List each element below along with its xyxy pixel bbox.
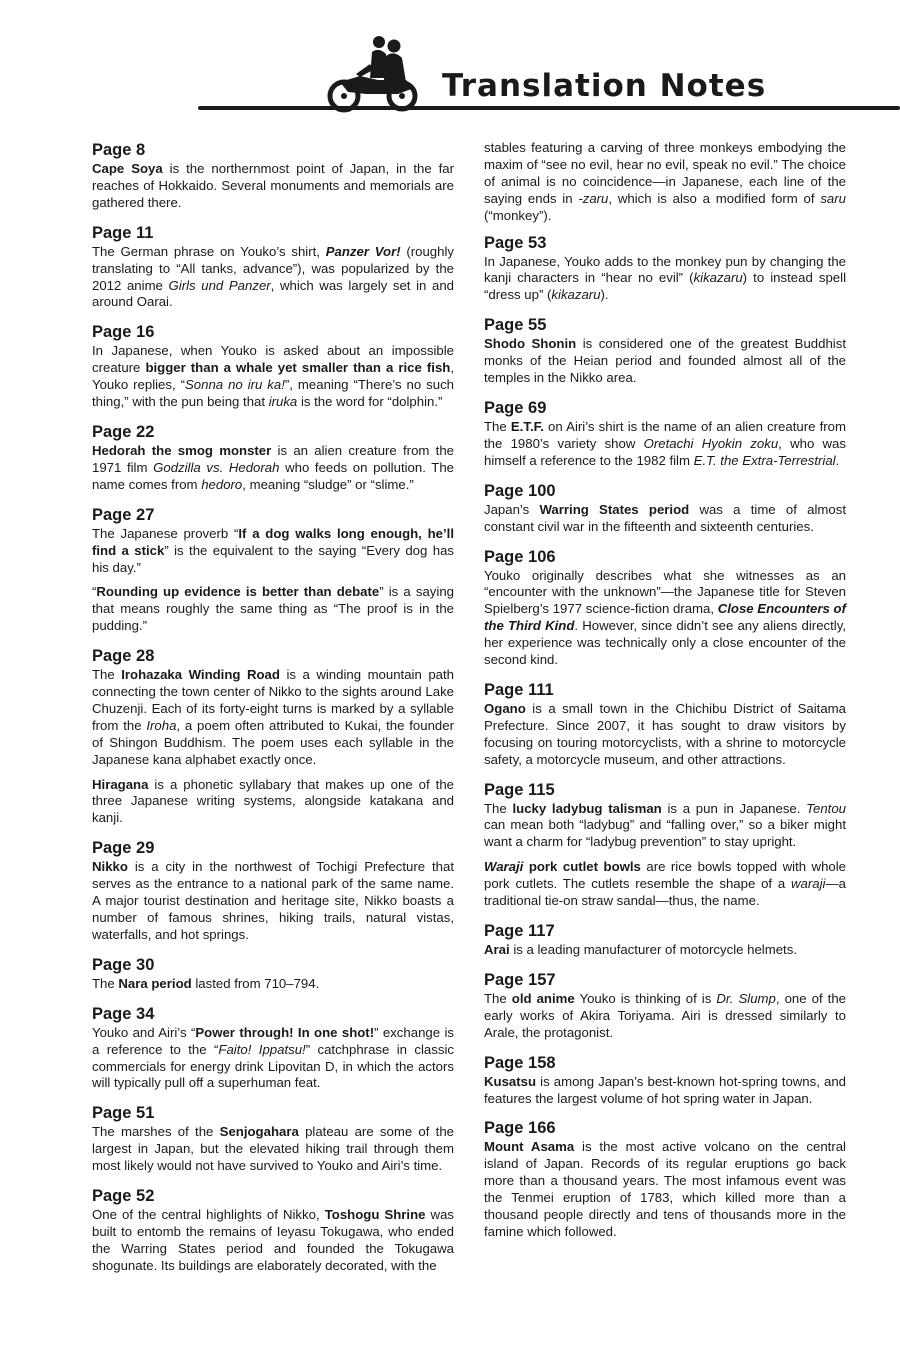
bold-term: Warring States period — [539, 501, 690, 517]
bold-term: Power through! In one shot! — [195, 1024, 375, 1040]
note-paragraph: The E.T.F. on Airi’s shirt is the name of an alien creature from the 1980’s variety show Oretachi Hyokin zoku, who was himself a reference to the 1982 film E.T. the Extra-Terrestrial. — [484, 418, 846, 468]
bold-term: Rounding up evidence is better than debate — [96, 584, 380, 600]
note-paragraph: The Irohazaka Winding Road is a winding mountain path connecting the town center of Nikko to the sights around Lake Chuzenji. Each of its forty-eight turns is marked by a syllable from the Iroha, a poem often attributed to Kukai, the founder of Shingon Buddhism. The poem uses each syllable in the Japanese kana alphabet exactly once. — [92, 667, 454, 767]
right-notes — [484, 233, 846, 1241]
bold-term: Hedorah the smog monster — [92, 442, 272, 458]
translation-note — [92, 646, 454, 827]
note-paragraph: Youko originally describes what she witnesses as an “encounter with the unknown”—the Japanese title for Steven Spielberg’s 1977 science-fiction drama, Close Encounters of the Third Kind. However, since didn’t see any aliens directly, her experience was technically only a close encounter of the second kind. — [484, 567, 846, 668]
italic-term: Sonna no iru ka! — [185, 377, 285, 393]
translation-note — [92, 422, 454, 494]
note-page-heading: Page 11 — [92, 223, 154, 242]
note-page-heading: Page 34 — [92, 1004, 155, 1023]
motorcycle-riders-icon — [326, 30, 418, 114]
bold-term: Cape Soya — [92, 161, 163, 176]
translation-note — [484, 1053, 846, 1108]
bold-term: Arai — [484, 942, 510, 957]
italic-term: Godzilla vs. Hedorah — [153, 459, 280, 475]
italic-term: kikazaru — [551, 287, 601, 303]
note-paragraph: Youko and Airi’s “Power through! In one shot!” exchange is a reference to the “Faito! Ippatsu!” catchphrase in classic commercials for energy drink Lipovitan D, in which the actors will typically pull off a superhuman feat. — [92, 1024, 454, 1091]
note-page-heading: Page 53 — [484, 233, 547, 252]
note-paragraph: Hiragana is a phonetic syllabary that makes up one of the three Japanese writing systems, alongside katakana and kanji. — [92, 776, 454, 826]
bold-term: E.T.F. — [510, 418, 544, 434]
bold-term: lucky ladybug talisman — [512, 800, 662, 816]
note-page-heading: Page 69 — [484, 398, 547, 417]
note-page-heading: Page 28 — [92, 647, 155, 666]
note-paragraph: In Japanese, when Youko is asked about an impossible creature bigger than a whale yet smaller than a rice fish, Youko replies, “Sonna no iru ka!”, meaning “There’s no such thing,” with the pun being that iruka is the word for “dolphin.” — [92, 343, 455, 410]
note-page-heading: Page 8 — [92, 141, 146, 159]
italic-term: Dr. Slump — [716, 990, 776, 1006]
continued-paragraph — [484, 140, 846, 225]
note-paragraph: The German phrase on Youko’s shirt, Panzer Vor! (roughly translating to “All tanks, advance”), was popularized by the 2012 anime Girls und Panzer, which was largely set in and around Oarai. — [92, 243, 454, 310]
translation-note — [92, 140, 454, 212]
note-page-heading: Page 22 — [92, 422, 155, 441]
note-paragraph: The lucky ladybug talisman is a pun in Japanese. Tentou can mean both “ladybug” and “falling over,” so a biker might want a charm for “ladybug prevention” to stay upright. — [484, 800, 847, 850]
italic-term: kikazaru — [693, 270, 743, 286]
note-page-heading: Page 158 — [484, 1053, 556, 1072]
translation-note — [92, 223, 454, 312]
note-paragraph: The old anime Youko is thinking of is Dr. Slump, one of the early works of Akira Toriyama. Airi is dressed similarly to Arale, the protagonist. — [484, 990, 846, 1040]
note-paragraph: stables featuring a carving of three monkeys embodying the maxim of “see no evil, hear no evil, speak no evil.” The choice of animal is no coincidence—in Japanese, each line of the saying ends in -zaru, which is also a modified form of saru (“monkey”). — [484, 140, 846, 223]
note-paragraph: Arai is a leading manufacturer of motorcycle helmets. — [484, 942, 797, 957]
translation-note — [484, 1118, 846, 1240]
bold-term: old anime — [511, 990, 575, 1006]
bold-term: Hiragana — [92, 776, 149, 792]
note-page-heading: Page 55 — [484, 316, 547, 335]
header-rule — [198, 106, 900, 110]
note-paragraph: Shodo Shonin is considered one of the greatest Buddhist monks of the Heian period and founded almost all of the temples in the Nikko area. — [484, 336, 846, 386]
note-page-heading: Page 16 — [92, 323, 155, 342]
translation-note — [484, 315, 846, 387]
translation-note — [484, 233, 846, 305]
italic-term: Panzer Vor! — [325, 243, 401, 259]
italic-term: waraji — [791, 876, 826, 892]
note-paragraph: Mount Asama is the most active volcano on the central island of Japan. Records of its regular eruptions go back more than a thousand years. The most infamous event was the Tenmei eruption of 1783, which killed more than a thousand people directly and tens of thousands more in the famine which followed. — [484, 1139, 846, 1239]
note-paragraph: “Rounding up evidence is better than debate” is a saying that means roughly the same thing as “The proof is in the pudding.” — [92, 584, 454, 634]
note-page-heading: Page 157 — [484, 970, 556, 989]
note-paragraph: The Nara period lasted from 710–794. — [92, 975, 320, 991]
left-column — [92, 140, 454, 1286]
note-page-heading: Page 30 — [92, 955, 155, 974]
italic-term: iruka — [268, 394, 298, 410]
italic-term: hedoro — [201, 476, 243, 492]
translation-note — [92, 322, 454, 411]
note-page-heading: Page 29 — [92, 839, 155, 858]
note-page-heading: Page 51 — [92, 1104, 155, 1123]
note-paragraph: Hedorah the smog monster is an alien creature from the 1971 film Godzilla vs. Hedorah who feeds on pollution. The name comes from hedoro, meaning “sludge” or “slime.” — [92, 442, 454, 492]
italic-term: Oretachi Hyokin zoku — [643, 435, 779, 451]
translation-note — [484, 481, 846, 536]
italic-term: Waraji — [484, 859, 524, 875]
translation-note — [92, 955, 454, 993]
bold-term: If a dog walks long enough, he’ll find a stick — [92, 525, 454, 558]
translation-note — [92, 505, 454, 635]
translation-note — [484, 547, 846, 669]
translation-note — [484, 921, 846, 959]
note-paragraph: Japan’s Warring States period was a time of almost constant civil war in the fifteenth and sixteenth centuries. — [484, 501, 846, 534]
bold-term — [484, 859, 523, 874]
translation-note — [484, 398, 846, 470]
bold-term: Irohazaka Winding Road — [121, 667, 280, 683]
bold-term: bigger than a whale yet smaller than a rice fish — [145, 360, 451, 376]
translation-note — [92, 1103, 454, 1175]
bold-term: Nikko — [92, 859, 128, 875]
bold-term: pork cutlet bowls — [523, 859, 641, 875]
note-page-heading: Page 115 — [484, 780, 555, 799]
italic-term: Iroha — [146, 717, 177, 733]
note-paragraph: One of the central highlights of Nikko, Toshogu Shrine was built to entomb the remains of Ieyasu Tokugawa, who ended the Warring States period and founded the Tokugawa shogunate. Its buildings are elaborately decorated, with the — [92, 1207, 455, 1273]
bold-term — [484, 601, 846, 633]
note-page-heading: Page 52 — [92, 1187, 155, 1206]
bold-term: Ogano — [484, 700, 526, 716]
note-page-heading: Page 100 — [484, 481, 556, 500]
note-page-heading: Page 111 — [484, 680, 554, 699]
italic-term: Tentou — [806, 800, 847, 816]
bold-term: Senjogahara — [219, 1124, 299, 1140]
italic-term: Girls und Panzer — [168, 277, 271, 293]
page-header — [0, 0, 900, 130]
note-paragraph: Cape Soya is the northernmost point of Japan, in the far reaches of Hokkaido. Several monuments and memorials are gathered there. — [92, 161, 454, 210]
bold-term: Toshogu Shrine — [324, 1207, 426, 1223]
bold-term: Nara period — [118, 975, 192, 991]
note-paragraph: In Japanese, Youko adds to the monkey pun by changing the kanji characters in “hear no evil” (kikazaru) to instead spell “dress up” (kikazaru). — [484, 253, 846, 303]
note-page-heading: Page 166 — [484, 1119, 556, 1138]
note-paragraph: Waraji pork cutlet bowls are rice bowls topped with whole pork cutlets. The cutlets resemble the shape of a waraji—a traditional tie-on straw sandal—thus, the name. — [484, 859, 846, 909]
note-page-heading: Page 117 — [484, 922, 555, 940]
bold-term: Shodo Shonin — [484, 336, 577, 352]
italic-term: Close Encounters of the Third Kind — [484, 601, 846, 634]
right-column — [484, 140, 846, 1252]
translation-note — [92, 1186, 454, 1275]
note-paragraph: Kusatsu is among Japan’s best-known hot-spring towns, and features the largest volume of hot spring water in Japan. — [484, 1073, 846, 1106]
page-title: Translation Notes — [442, 68, 767, 104]
italic-term: saru — [820, 190, 846, 206]
translation-note — [484, 970, 846, 1042]
note-paragraph: The marshes of the Senjogahara plateau are some of the largest in Japan, but the elevated hiking trail through them most likely would not have survived to Youko and Airi’s time. — [92, 1124, 454, 1174]
translation-note — [484, 680, 846, 769]
bold-term — [326, 244, 401, 259]
translation-note — [92, 838, 454, 944]
translation-note — [92, 1004, 454, 1093]
note-paragraph: Ogano is a small town in the Chichibu District of Saitama Prefecture. Since 2007, it has sought to draw visitors by focusing on touring motorcyclists, with a shrine to motorcycle safety, a motorcycle museum, and other attractions. — [484, 700, 846, 767]
note-paragraph: Nikko is a city in the northwest of Tochigi Prefecture that serves as the entrance to a national park of the same name. A major tourist destination and heritage site, Nikko boasts a number of famous shrines, hiking trails, natural vistas, waterfalls, and hot springs. — [92, 859, 454, 942]
bold-term: Mount Asama — [484, 1139, 575, 1155]
note-page-heading: Page 106 — [484, 547, 556, 566]
note-page-heading: Page 27 — [92, 505, 155, 524]
bold-term: Kusatsu — [484, 1073, 537, 1089]
italic-term: -zaru — [578, 190, 609, 206]
translation-note — [484, 780, 846, 910]
italic-term: Faito! Ippatsu! — [218, 1041, 306, 1057]
note-paragraph: The Japanese proverb “If a dog walks long enough, he’ll find a stick” is the equivalent to the saying “Every dog has his day.” — [92, 525, 455, 575]
italic-term: E.T. the Extra-Terrestrial — [693, 452, 836, 468]
